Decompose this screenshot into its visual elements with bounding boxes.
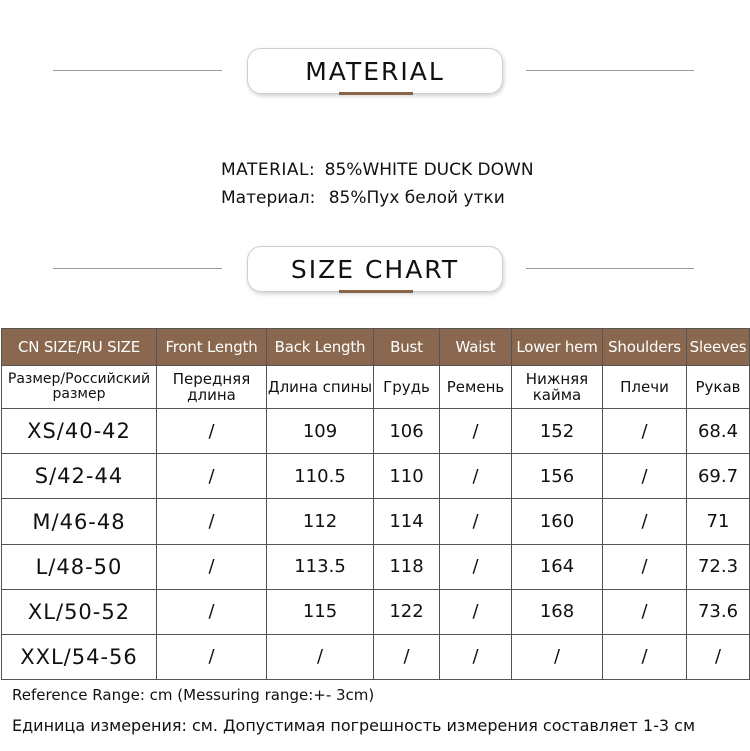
material-ru-label: Материал: bbox=[221, 188, 316, 208]
subheader-cell-front-length: Передняя длина bbox=[157, 366, 267, 409]
header-cell-bust: Bust bbox=[374, 329, 440, 366]
table-row bbox=[2, 589, 750, 634]
table-row bbox=[2, 454, 750, 499]
lower-hem-cell: 152 bbox=[512, 409, 603, 454]
bust-cell: 114 bbox=[374, 499, 440, 544]
size-chart-title-text: SIZE CHART bbox=[290, 254, 460, 284]
header-cell-size: CN SIZE/RU SIZE bbox=[2, 329, 157, 366]
sleeves-cell: 69.7 bbox=[687, 454, 750, 499]
waist-cell: / bbox=[440, 589, 512, 634]
subheader-cell-lower-hem: Нижняя кайма bbox=[512, 366, 603, 409]
material-section-title bbox=[247, 48, 503, 94]
sleeves-cell: 72.3 bbox=[687, 544, 750, 589]
subheader-cell-sleeves: Рукав bbox=[687, 366, 750, 409]
divider-left-size-chart bbox=[53, 268, 222, 269]
header-cell-front-length: Front Length bbox=[157, 329, 267, 366]
lower-hem-cell: 160 bbox=[512, 499, 603, 544]
table-row bbox=[2, 544, 750, 589]
size-chart-section-title bbox=[247, 246, 503, 292]
size-chart-title-underline bbox=[339, 290, 413, 293]
material-en-value: 85%WHITE DUCK DOWN bbox=[324, 160, 534, 180]
back-length-cell: 115 bbox=[267, 589, 374, 634]
bust-cell: 118 bbox=[374, 544, 440, 589]
sleeves-cell: 73.6 bbox=[687, 589, 750, 634]
front-length-cell: / bbox=[157, 409, 267, 454]
size-cell: XXL/54-56 bbox=[2, 634, 157, 679]
front-length-cell: / bbox=[157, 454, 267, 499]
back-length-cell: 112 bbox=[267, 499, 374, 544]
lower-hem-cell: 168 bbox=[512, 589, 603, 634]
waist-cell: / bbox=[440, 454, 512, 499]
front-length-cell: / bbox=[157, 544, 267, 589]
table-subheader-row bbox=[2, 366, 750, 409]
divider-right-size-chart bbox=[526, 268, 694, 269]
bust-cell: / bbox=[374, 634, 440, 679]
subheader-cell-size: Размер/Российский размер bbox=[2, 366, 157, 409]
size-cell: L/48-50 bbox=[2, 544, 157, 589]
shoulders-cell: / bbox=[603, 589, 687, 634]
shoulders-cell: / bbox=[603, 544, 687, 589]
back-length-cell: / bbox=[267, 634, 374, 679]
size-cell: XS/40-42 bbox=[2, 409, 157, 454]
front-length-cell: / bbox=[157, 634, 267, 679]
subheader-cell-shoulders: Плечи bbox=[603, 366, 687, 409]
table-row bbox=[2, 634, 750, 679]
front-length-cell: / bbox=[157, 589, 267, 634]
header-cell-waist: Waist bbox=[440, 329, 512, 366]
header-cell-back-length: Back Length bbox=[267, 329, 374, 366]
subheader-cell-waist: Ремень bbox=[440, 366, 512, 409]
header-cell-shoulders: Shoulders bbox=[603, 329, 687, 366]
waist-cell: / bbox=[440, 499, 512, 544]
shoulders-cell: / bbox=[603, 454, 687, 499]
table-row bbox=[2, 409, 750, 454]
back-length-cell: 110.5 bbox=[267, 454, 374, 499]
shoulders-cell: / bbox=[603, 499, 687, 544]
material-ru-line bbox=[221, 188, 505, 208]
front-length-cell: / bbox=[157, 499, 267, 544]
sleeves-cell: 71 bbox=[687, 499, 750, 544]
divider-left-material bbox=[53, 70, 222, 71]
sleeves-cell: / bbox=[687, 634, 750, 679]
subheader-cell-bust: Грудь bbox=[374, 366, 440, 409]
size-chart-table bbox=[1, 328, 750, 680]
header-cell-lower-hem: Lower hem bbox=[512, 329, 603, 366]
measurement-unit-note-ru: Единица измерения: см. Допустимая погрешность измерения составляет 1-3 см bbox=[12, 716, 696, 735]
reference-range-note: Reference Range: cm (Messuring range:+- 3cm) bbox=[12, 686, 375, 704]
bust-cell: 122 bbox=[374, 589, 440, 634]
waist-cell: / bbox=[440, 544, 512, 589]
lower-hem-cell: 164 bbox=[512, 544, 603, 589]
header-cell-sleeves: Sleeves bbox=[687, 329, 750, 366]
bust-cell: 110 bbox=[374, 454, 440, 499]
subheader-cell-back-length: Длина спины bbox=[267, 366, 374, 409]
shoulders-cell: / bbox=[603, 409, 687, 454]
material-title-underline bbox=[339, 92, 413, 95]
shoulders-cell: / bbox=[603, 634, 687, 679]
lower-hem-cell: / bbox=[512, 634, 603, 679]
material-ru-value: 85%Пух белой утки bbox=[328, 188, 505, 208]
material-en-label: MATERIAL: bbox=[221, 160, 316, 180]
waist-cell: / bbox=[440, 634, 512, 679]
material-title-text: MATERIAL bbox=[305, 56, 445, 86]
bust-cell: 106 bbox=[374, 409, 440, 454]
size-cell: M/46-48 bbox=[2, 499, 157, 544]
size-cell: XL/50-52 bbox=[2, 589, 157, 634]
size-cell: S/42-44 bbox=[2, 454, 157, 499]
back-length-cell: 109 bbox=[267, 409, 374, 454]
table-row bbox=[2, 499, 750, 544]
table-header-row bbox=[2, 329, 750, 366]
lower-hem-cell: 156 bbox=[512, 454, 603, 499]
back-length-cell: 113.5 bbox=[267, 544, 374, 589]
material-en-line bbox=[221, 160, 534, 180]
sleeves-cell: 68.4 bbox=[687, 409, 750, 454]
waist-cell: / bbox=[440, 409, 512, 454]
divider-right-material bbox=[526, 70, 694, 71]
